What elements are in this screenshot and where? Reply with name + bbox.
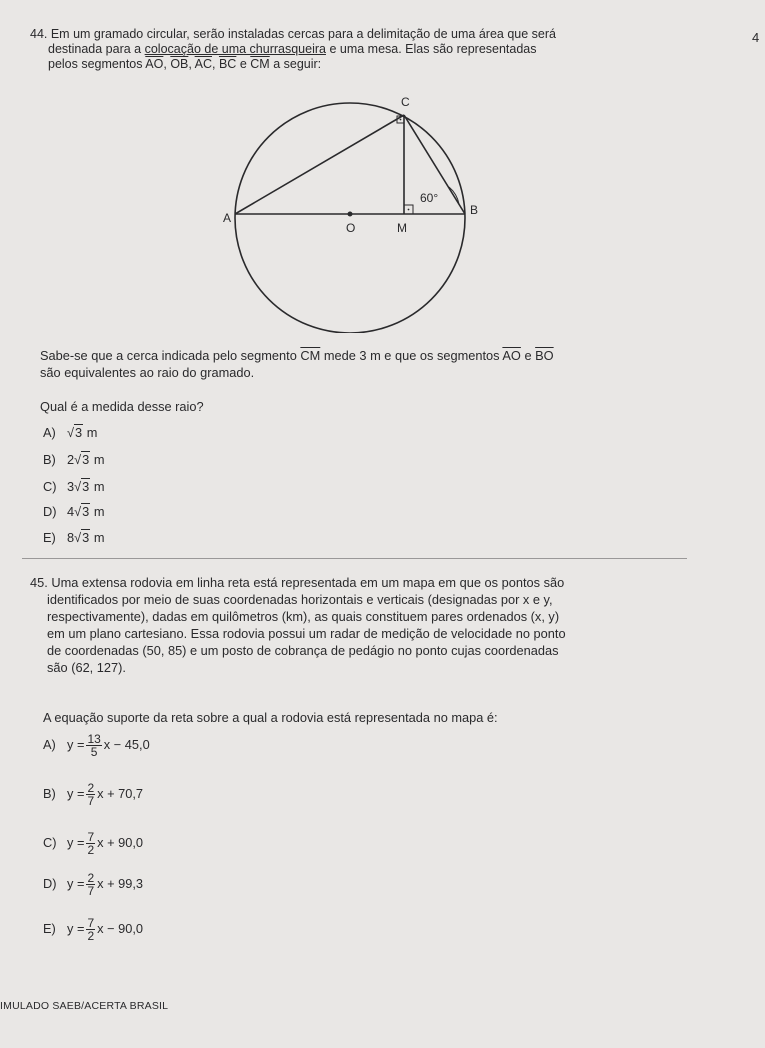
q45-option-e[interactable] xyxy=(43,917,143,942)
footer-brand: IMULADO SAEB/ACERTA BRASIL xyxy=(0,1000,169,1012)
right-angle-dot-m xyxy=(408,209,410,211)
q44-intro-text: e uma mesa. Elas são representadas xyxy=(325,42,537,56)
option-coef: 2 xyxy=(67,452,75,467)
option-unit: m xyxy=(93,530,105,545)
radicand: 3 xyxy=(82,530,90,545)
equation-rest: x − 90,0 xyxy=(97,920,144,936)
q44-underlined-text: colocação de uma churrasqueira xyxy=(144,42,326,56)
segment-ac-line xyxy=(235,115,404,214)
equation-lhs: y = xyxy=(67,875,85,891)
sqrt-sign: √ xyxy=(67,425,75,440)
sqrt-sign: √ xyxy=(74,504,82,519)
radicand: 3 xyxy=(82,504,90,519)
q44-intro-line3: pelos segmentos $\overline{AO}$, $\overline{OB}$, $\overline{AC}$, $\overline{BC}$ e $\overline{CM}$ a seguir: xyxy=(48,57,322,71)
sqrt-sign: √ xyxy=(74,479,82,494)
numerator: 7 xyxy=(87,916,95,930)
option-unit: m xyxy=(93,504,105,519)
q44-option-c[interactable] xyxy=(43,479,105,494)
sqrt-sign: √ xyxy=(74,530,82,545)
equation-rest: x + 90,0 xyxy=(97,834,144,850)
q45-line2: identificados por meio de suas coordenadas horizontais e verticais (designadas por x e y, xyxy=(47,592,553,607)
numerator: 2 xyxy=(87,871,95,885)
equation-rest: x − 45,0 xyxy=(103,736,150,752)
option-coef: 3 xyxy=(67,479,75,494)
denominator: 7 xyxy=(87,884,95,898)
statement-segment-ao: $\overline{AO}$ xyxy=(502,348,521,363)
q45-statement xyxy=(30,574,710,676)
q44-option-a[interactable] xyxy=(43,425,97,440)
denominator: 2 xyxy=(87,929,95,943)
radicand: 3 xyxy=(75,425,83,440)
label-c: C xyxy=(401,95,410,109)
segment-ob: $\overline{OB}$ xyxy=(170,57,189,71)
conjunction: e xyxy=(239,57,247,71)
sqrt-expression xyxy=(67,425,83,440)
q44-option-d[interactable] xyxy=(43,504,105,519)
q45-line3: respectivamente), dadas em quilômetros (km), as quais constituem pares ordenados (x, y) xyxy=(47,609,560,624)
right-angle-dot-c xyxy=(400,119,402,121)
option-unit: m xyxy=(93,479,105,494)
radicand: 3 xyxy=(82,479,90,494)
segment-cm: $\overline{CM}$ xyxy=(250,57,270,71)
denominator: 5 xyxy=(90,745,98,759)
option-coef: 8 xyxy=(67,530,75,545)
sqrt-expression xyxy=(74,479,90,494)
q44-option-e[interactable] xyxy=(43,530,105,545)
fraction xyxy=(86,831,95,856)
q45-line4: em um plano cartesiano. Essa rodovia possui um radar de medição de velocidade no ponto xyxy=(47,626,566,641)
label-a: A xyxy=(223,211,232,225)
option-letter: E) xyxy=(43,530,56,545)
option-letter: A) xyxy=(43,736,56,752)
option-letter: D) xyxy=(43,875,57,891)
option-letter: B) xyxy=(43,452,56,467)
equation-lhs: y = xyxy=(67,920,85,936)
q44-option-b[interactable] xyxy=(43,452,105,467)
statement-segment-bo: $\overline{BO}$ xyxy=(535,348,554,363)
denominator: 2 xyxy=(87,843,95,857)
q45-line1: 45. Uma extensa rodovia em linha reta está representada em um mapa em que os pontos são xyxy=(30,575,565,590)
equation-lhs: y = xyxy=(67,736,85,752)
label-b: B xyxy=(470,203,479,217)
radicand: 3 xyxy=(82,452,90,467)
q44-intro-text: pelos segmentos xyxy=(48,57,146,71)
sqrt-expression xyxy=(74,452,90,467)
circle-lawn xyxy=(235,103,465,333)
sqrt-expression xyxy=(74,504,90,519)
circle-figure xyxy=(220,88,490,333)
q45-option-c[interactable] xyxy=(43,831,143,856)
label-o: O xyxy=(346,221,356,235)
sqrt-expression xyxy=(74,530,90,545)
q44-statement-line2: são equivalentes ao raio do gramado. xyxy=(40,365,255,380)
q45-option-a[interactable] xyxy=(43,733,150,758)
segment-ac: $\overline{AC}$ xyxy=(194,57,213,71)
segment-ao: $\overline{AO}$ xyxy=(145,57,164,71)
label-m: M xyxy=(397,221,407,235)
fraction xyxy=(86,917,95,942)
q44-intro-line2 xyxy=(30,42,730,57)
segment-bc: $\overline{BC}$ xyxy=(218,57,237,71)
option-letter: B) xyxy=(43,785,56,801)
option-letter: D) xyxy=(43,504,57,519)
center-point-o xyxy=(348,212,353,217)
statement-segment-cm: $\overline{CM}$ xyxy=(300,348,321,363)
equation-lhs: y = xyxy=(67,785,85,801)
fraction xyxy=(86,872,95,897)
question-divider xyxy=(22,558,687,559)
q44-intro-line1: 44. Em um gramado circular, serão instaladas cercas para a delimitação de uma área que será xyxy=(30,27,556,41)
q45-line5: de coordenadas (50, 85) e um posto de cobrança de pedágio no ponto cujas coordenadas xyxy=(47,643,559,658)
option-unit: m xyxy=(86,425,98,440)
equation-rest: x + 70,7 xyxy=(97,785,144,801)
equation-lhs: y = xyxy=(67,834,85,850)
statement-text: mede 3 m e que os segmentos xyxy=(320,348,503,363)
numerator: 2 xyxy=(87,781,95,795)
angle-label: 60° xyxy=(420,191,439,205)
sqrt-sign: √ xyxy=(74,452,82,467)
option-letter: C) xyxy=(43,834,57,850)
q44-question: Qual é a medida desse raio? xyxy=(40,399,204,414)
option-letter: C) xyxy=(43,479,57,494)
statement-text: Sabe-se que a cerca indicada pelo segmento xyxy=(40,348,301,363)
page-number: 4 xyxy=(752,30,760,45)
equation-rest: x + 99,3 xyxy=(97,875,144,891)
fraction xyxy=(86,782,95,807)
q44-intro-text: a seguir: xyxy=(269,57,322,71)
numerator: 7 xyxy=(87,830,95,844)
q45-option-d[interactable] xyxy=(43,872,143,897)
option-unit: m xyxy=(93,452,105,467)
fraction xyxy=(86,733,101,758)
option-coef: 4 xyxy=(67,504,75,519)
q44-statement xyxy=(40,347,700,381)
option-letter: A) xyxy=(43,425,56,440)
q44-intro-text: destinada para a xyxy=(48,42,145,56)
numerator: 13 xyxy=(87,732,101,746)
q45-line6: são (62, 127). xyxy=(47,660,126,675)
q44-intro xyxy=(30,27,730,72)
option-letter: E) xyxy=(43,920,56,936)
q44-statement-line1 xyxy=(40,347,700,364)
q45-question: A equação suporte da reta sobre a qual a rodovia está representada no mapa é: xyxy=(43,710,498,725)
denominator: 7 xyxy=(87,794,95,808)
q45-option-b[interactable] xyxy=(43,782,143,807)
statement-text: e xyxy=(520,348,536,363)
